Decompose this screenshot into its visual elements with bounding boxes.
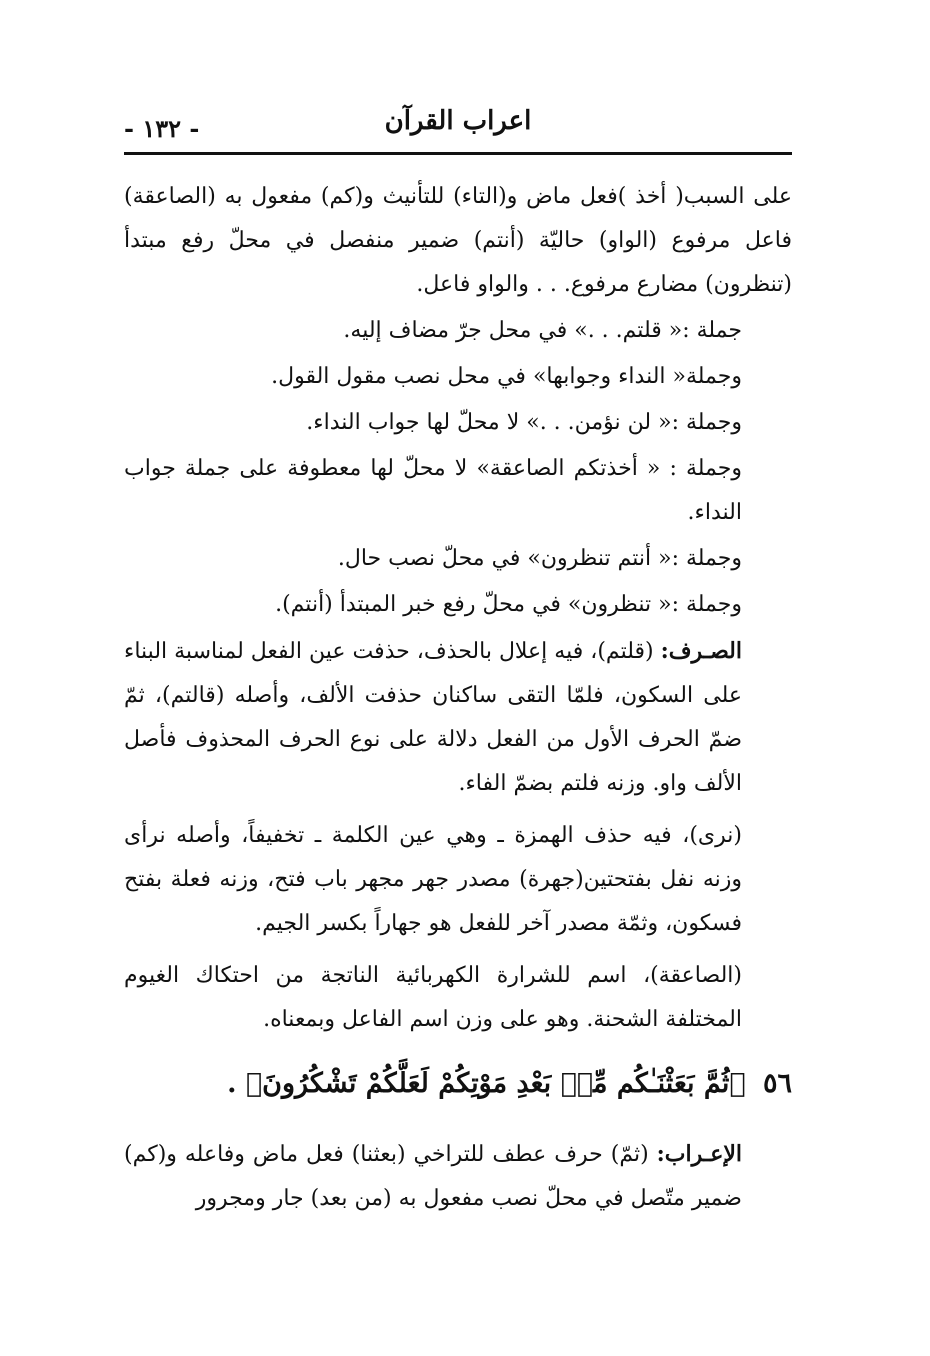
paragraph-intro: على السبب( أخذ )فعل ماض و(التاء) للتأنيث و(كم) مفعول به (الصاعقة) فاعل مرفوع (الواو) حاليّة (أنتم) ضمير منفصل في محلّ رفع مبتدأ (تنظرون) مضارع مرفوع. . . والواو فاعل.	[124, 184, 792, 297]
irab-first-word: (ثمّ)	[610, 1142, 649, 1167]
sarf-qultum-text: (قلتم)، فيه إعلال بالحذف، حذفت عين الفعل لمناسبة البناء على السكون، فلمّا التقى ساكنان حذفت الألف، وأصله (قالتم)، ثمّ ضمّ الحرف الأول من الفعل دلالة على نوع الحرف المحذوف فأصل الألف واو. وزنه فلتم بضمّ الفاء.	[124, 639, 743, 796]
paragraph-sarf-saiqa: (الصاعقة)، اسم للشرارة الكهربائية الناتجة من احتكاك الغيوم المختلفة الشحنة. وهو على وزن اسم الفاعل وبمعناه.	[124, 963, 742, 1032]
page-header	[124, 100, 792, 150]
paragraph-sentence-6: وجملة :« تنظرون» في محلّ رفع خبر المبتدأ (أنتم).	[275, 592, 742, 617]
header-divider	[124, 152, 792, 155]
paragraph-sarf-nara: (نرى)، فيه حذف الهمزة ـ وهي عين الكلمة ـ تخفيفاً، وأصله نرأى وزنه نفل بفتحتين(جهرة) مصدر جهر مجهر باب فتح، وزنه فعلة بفتح فسكون، وثمّة مصدر آخر للفعل هو جهاراً بكسر الجيم.	[124, 823, 742, 936]
verse-text: ﴿ثُمَّ بَعَثْنَـٰكُم مِّنۢ بَعْدِ مَوْتِكُمْ لَعَلَّكُمْ تَشْكُرُونَ﴾ .	[227, 1068, 746, 1099]
sarf-label: الصـرف:	[660, 638, 742, 664]
paragraph-sentence-2: وجملة« النداء وجوابها» في محل نصب مقول القول.	[271, 364, 742, 389]
irab-text: حرف عطف للتراخي (بعثنا) فعل ماض وفاعله و(كم) ضمير متّصل في محلّ نصب مفعول به (من بعد) جار ومجرور	[124, 1142, 742, 1211]
paragraph-irab	[124, 1132, 792, 1221]
page-body	[124, 175, 792, 1229]
paragraph-sarf-qultum	[124, 629, 792, 806]
quran-verse	[124, 1056, 792, 1112]
paragraph-sentence-4: وجملة : « أخذتكم الصاعقة» لا محلّ لها معطوفة على جملة جواب النداء.	[124, 456, 742, 525]
irab-label: الإعـراب:	[656, 1141, 742, 1167]
paragraph-sentence-1: جملة :« قلتم. . .» في محل جرّ مضاف إليه.	[343, 318, 742, 343]
paragraph-sentence-5: وجملة :« أنتم تنظرون» في محلّ نصب حال.	[337, 546, 742, 571]
book-title: اعراب القرآن	[384, 106, 532, 136]
page-number: - ١٣٢ -	[124, 114, 200, 143]
paragraph-sentence-3: وجملة :« لن نؤمن. . .» لا محلّ لها جواب النداء.	[306, 410, 742, 435]
verse-number: ٥٦	[762, 1068, 792, 1099]
